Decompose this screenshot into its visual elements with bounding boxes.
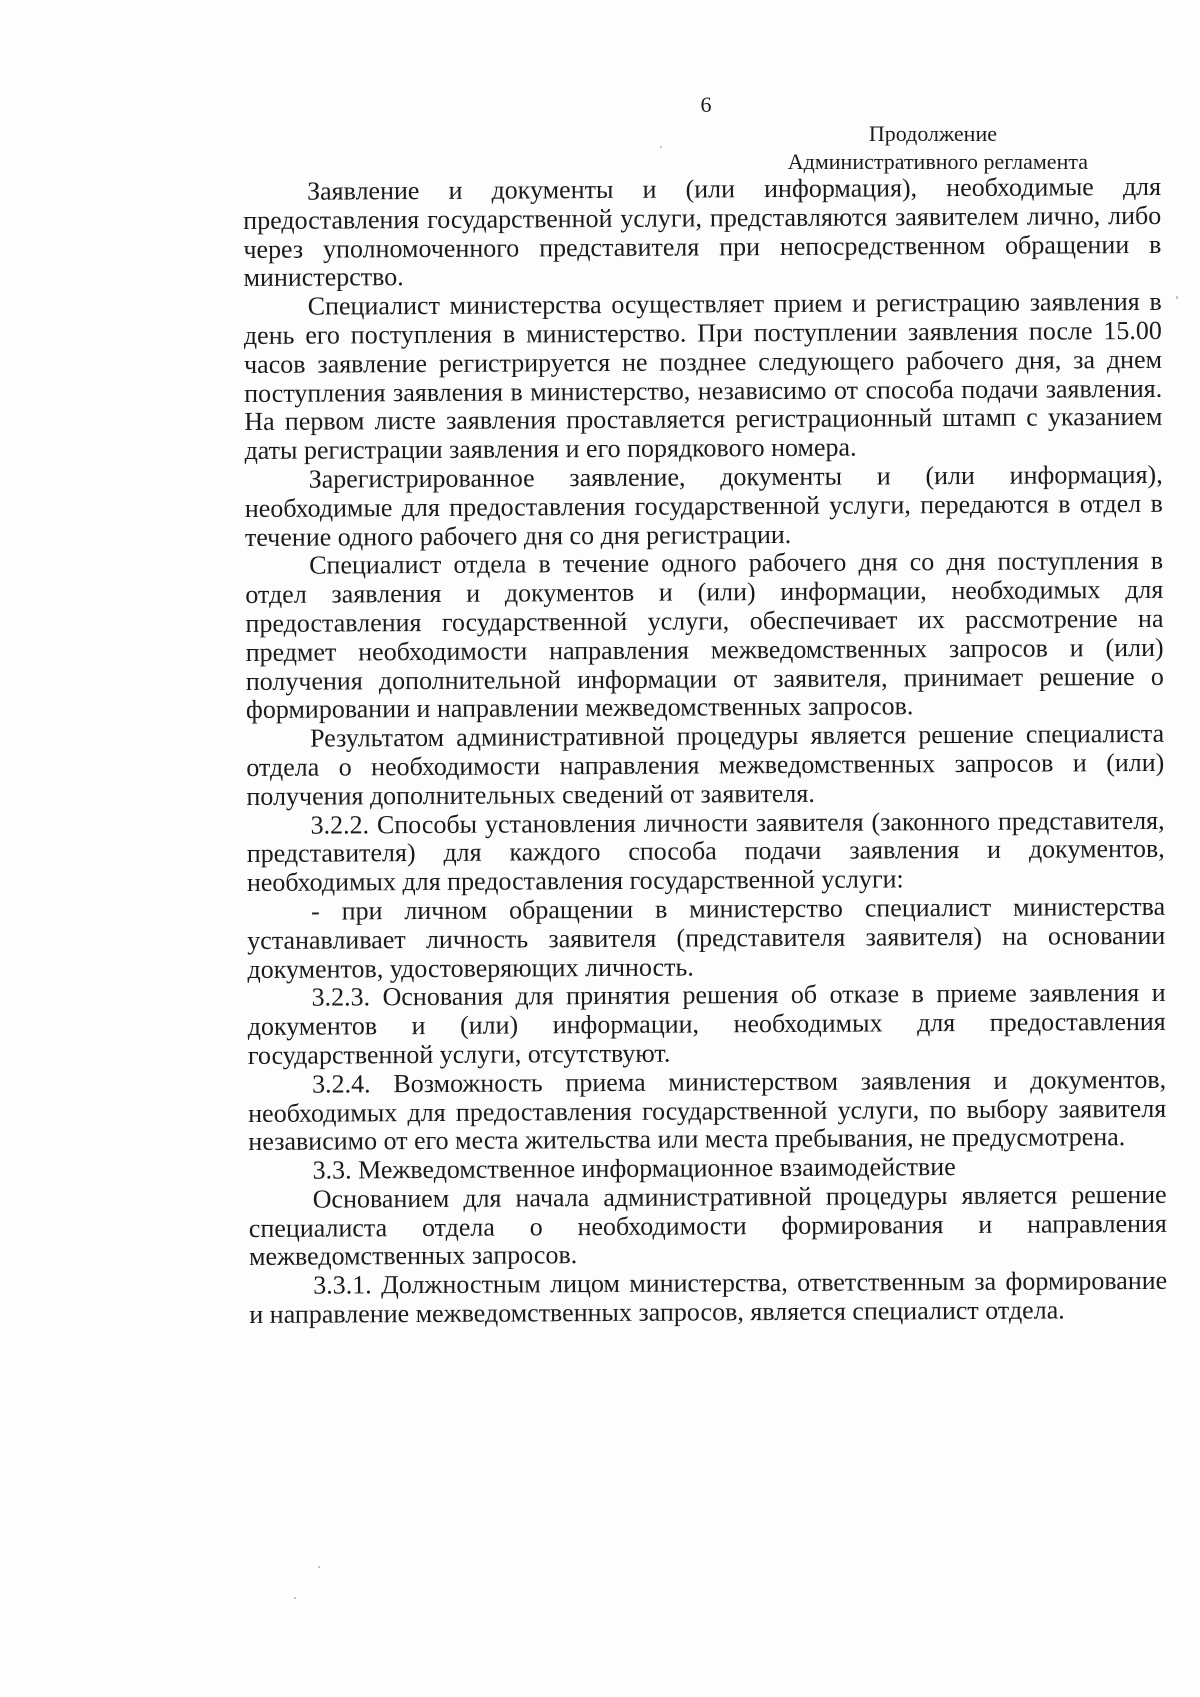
continuation-line-1: Продолжение [868, 121, 997, 146]
paragraph-registration: Специалист министерства осуществляет прием и регистрацию заявления в день его поступления в министерство. При поступлении заявления после 15.00 часов заявление регистрируется не позднее следующего рабочего дня, за днем поступления заявления в министерство, независимо от способа подачи заявления. На первом листе заявления проставляется регистрационный штамп с указанием даты регистрации заявления и его порядкового номера. [243, 287, 1163, 466]
paragraph-department-review: Специалист отдела в течение одного рабочего дня со дня поступления в отдел заявления и документов и (или) информации, необходимых для предоставления государственной услуги, обеспечивает их рассмотрение на предмет необходимости направления межведомственных запросов и (или) получения дополнительной информации от заявителя, принимает решение о формировании и направлении межведомственных запросов. [245, 546, 1164, 725]
paragraph-personal-appeal: - при личном обращении в министерство специалист министерства устанавливает личность заявителя (представителя заявителя) на основании документов, удостоверяющих личность. [247, 891, 1166, 984]
continuation-header [788, 120, 1088, 176]
document-body [243, 173, 1167, 1330]
section-heading-3-3: 3.3. Межведомственное информационное взаимодействие [312, 1152, 956, 1185]
paragraph-application-submission: Заявление и документы и (или информация), необходимые для предоставления государственной услуги, представляются заявителем лично, либо через уполномоченного представителя при непосредственном обращении в министерство. [243, 171, 1162, 293]
scan-speck [1176, 296, 1178, 299]
continuation-line-2: Административного регламента [787, 149, 1088, 174]
scan-speck [660, 146, 662, 148]
paragraph-3-3-1: 3.3.1. Должностным лицом министерства, ответственным за формирование и направление межведомственных запросов, является специалист отдела. [249, 1266, 1168, 1330]
paragraph-procedure-basis: Основанием для начала административной процедуры является решение специалиста отдела о необходимости формирования и направления межведомственных запросов. [248, 1179, 1167, 1272]
paragraph-3-2-3: 3.2.3. Основания для принятия решения об отказе в приеме заявления и документов и (или) информации, необходимых для предоставления государственной услуги, отсутствуют. [247, 978, 1166, 1070]
paragraph-transfer-to-department: Зарегистрированное заявление, документы и (или информация), необходимые для предоставления государственной услуги, передаются в отдел в течение одного рабочего дня со дня регистрации. [244, 459, 1163, 552]
paragraph-3-2-2: 3.2.2. Способы установления личности заявителя (законного представителя, представителя) для каждого способа подачи заявления и документов, необходимых для предоставления государственной услуги: [246, 805, 1165, 898]
paragraph-3-2-4: 3.2.4. Возможность приема министерством заявления и документов, необходимых для предоставления государственной услуги, по выбору заявителя независимо от его места жительства или места пребывания, не предусмотрена. [248, 1064, 1167, 1157]
page-number: 6 [700, 92, 712, 117]
scan-speck [318, 1566, 320, 1568]
paragraph-procedure-result: Результатом административной процедуры является решение специалиста отдела о необходимости направления межведомственных запросов и (или) получения дополнительных сведений от заявителя. [246, 719, 1165, 811]
scan-speck [294, 1597, 296, 1599]
